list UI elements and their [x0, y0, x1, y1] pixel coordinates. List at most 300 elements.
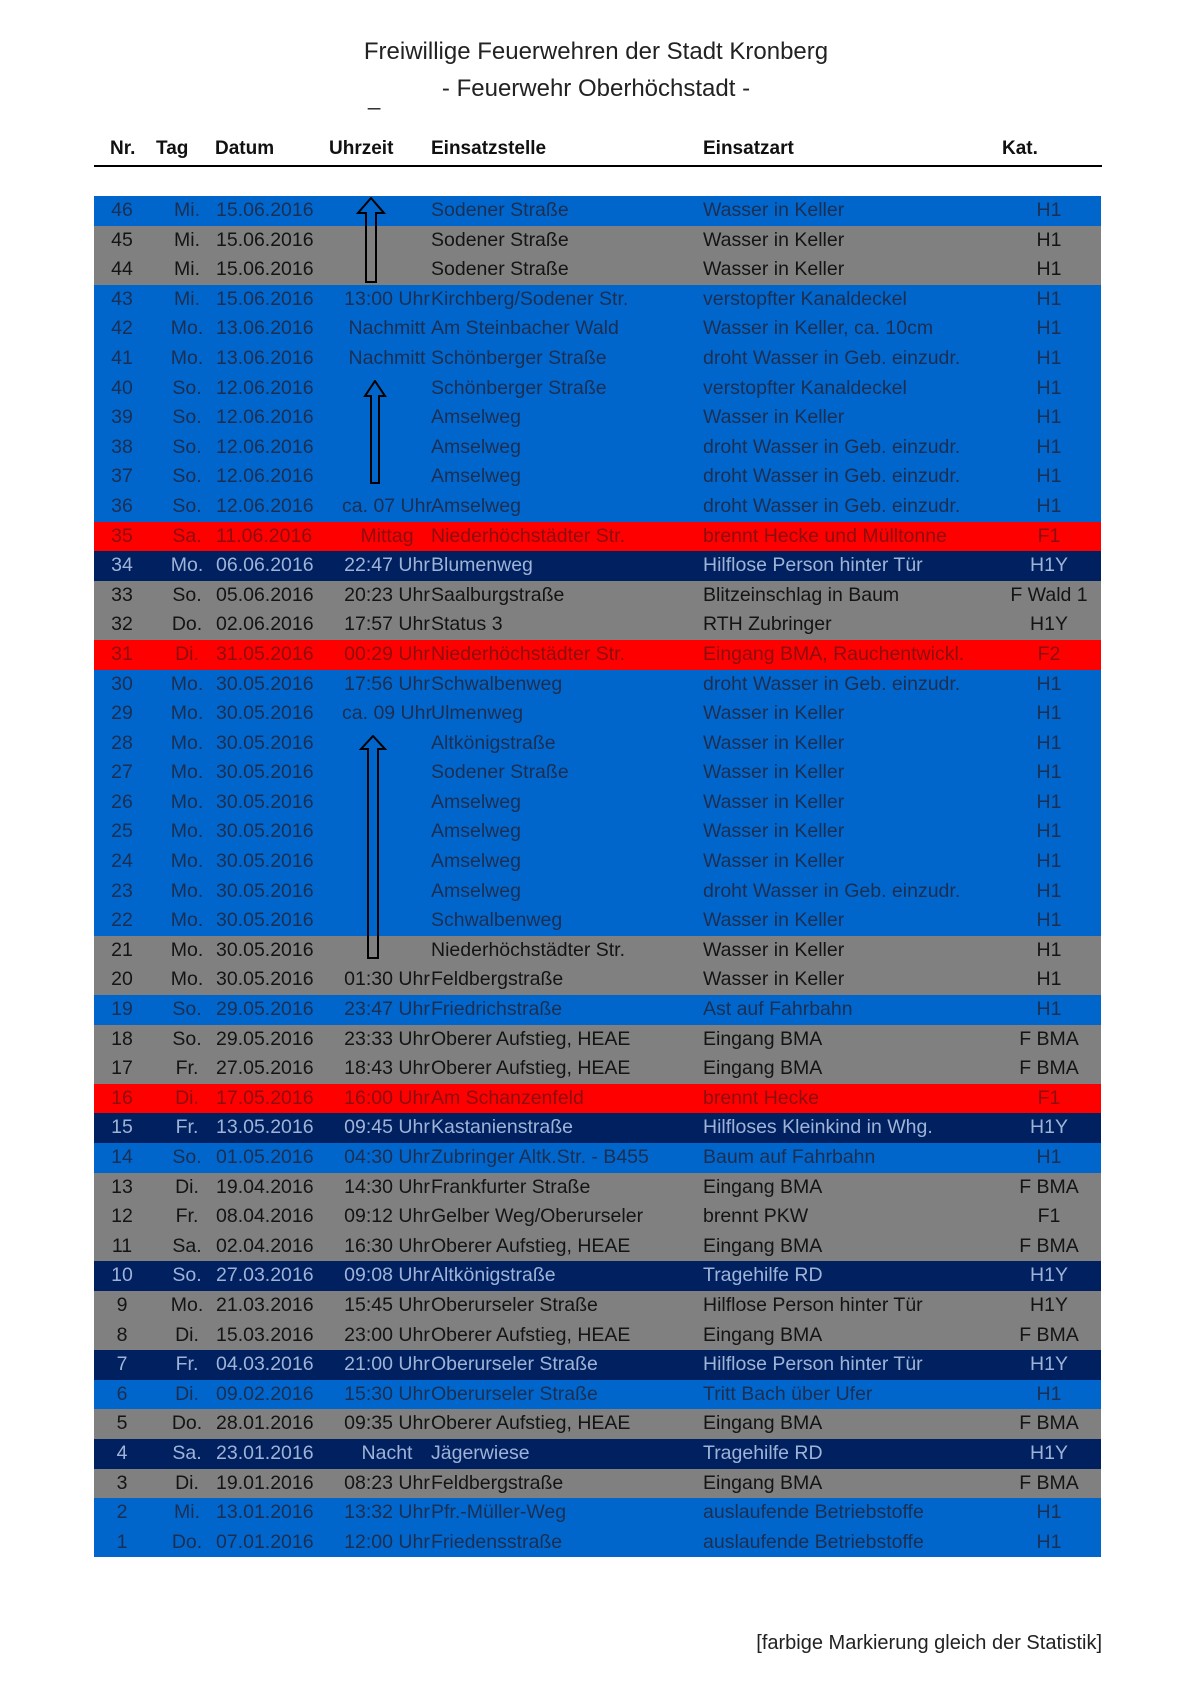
cell-einsatzart: Wasser in Keller	[703, 702, 845, 725]
col-header-einsatzart: Einsatzart	[703, 138, 794, 159]
cell-kat: H1	[1036, 731, 1062, 754]
cell-uhrzeit: 09:45 Uhr	[344, 1116, 430, 1139]
cell-einsatzart: Eingang BMA	[703, 1323, 823, 1346]
cell-einsatzart: Hilflose Person hinter Tür	[703, 1353, 923, 1376]
cell-einsatzstelle: Kirchberg/Sodener Str.	[431, 287, 629, 310]
cell-tag: Fr.	[175, 1353, 199, 1376]
cell-einsatzart: Wasser in Keller	[703, 820, 845, 843]
cell-nr: 35	[111, 524, 133, 547]
cell-tag: Mo.	[170, 820, 204, 843]
table-row	[94, 1291, 1101, 1321]
cell-kat: H1	[1036, 317, 1062, 340]
cell-datum: 29.05.2016	[216, 998, 314, 1021]
cell-datum: 27.03.2016	[216, 1264, 314, 1287]
cell-einsatzstelle: Sodener Straße	[431, 761, 569, 784]
cell-einsatzart: droht Wasser in Geb. einzudr.	[703, 879, 961, 902]
cell-einsatzstelle: Oberer Aufstieg, HEAE	[431, 1027, 631, 1050]
cell-tag: Mo.	[170, 702, 204, 725]
cell-einsatzart: Wasser in Keller	[703, 731, 845, 754]
cell-einsatzart: Hilfloses Kleinkind in Whg.	[703, 1116, 933, 1139]
cell-nr: 31	[111, 642, 133, 665]
cell-kat: F BMA	[1019, 1412, 1079, 1435]
cell-uhrzeit: 09:08 Uhr	[344, 1264, 430, 1287]
cell-datum: 11.06.2016	[216, 524, 313, 547]
table-row	[94, 1054, 1101, 1084]
table-row	[94, 462, 1101, 492]
cell-kat: H1Y	[1030, 1116, 1068, 1139]
cell-einsatzstelle: Oberer Aufstieg, HEAE	[431, 1323, 631, 1346]
col-header-einsatzstelle: Einsatzstelle	[431, 138, 547, 159]
cell-kat: H1	[1036, 1382, 1062, 1405]
table-row	[94, 403, 1101, 433]
cell-tag: So.	[172, 406, 202, 429]
cell-tag: Sa.	[172, 1441, 202, 1464]
cell-kat: F1	[1037, 524, 1061, 547]
cell-uhrzeit: 20:23 Uhr	[344, 583, 430, 606]
cell-nr: 16	[111, 1086, 133, 1109]
cell-uhrzeit: 01:30 Uhr	[344, 968, 430, 991]
cell-uhrzeit: Nachmitt	[348, 317, 426, 340]
cell-datum: 09.02.2016	[216, 1382, 314, 1405]
cell-tag: Di.	[175, 1323, 199, 1346]
cell-einsatzart: Eingang BMA	[703, 1234, 823, 1257]
cell-einsatzstelle: Am Steinbacher Wald	[431, 317, 619, 340]
table-row	[94, 1350, 1101, 1380]
cell-kat: H1	[1036, 850, 1062, 873]
col-header-datum: Datum	[215, 138, 275, 159]
cell-nr: 17	[111, 1057, 133, 1080]
document-subtitle: - Feuerwehr Oberhöchstadt -	[441, 75, 751, 102]
cell-kat: H1	[1036, 702, 1062, 725]
cell-uhrzeit: 14:30 Uhr	[344, 1175, 430, 1198]
cell-uhrzeit: 21:00 Uhr	[344, 1353, 430, 1376]
cell-kat: H1	[1036, 435, 1062, 458]
cell-tag: Mo.	[170, 790, 204, 813]
cell-tag: Di.	[175, 1471, 199, 1494]
cell-einsatzstelle: Amselweg	[431, 465, 521, 488]
cell-kat: F Wald 1	[1010, 583, 1088, 606]
cell-datum: 30.05.2016	[216, 938, 314, 961]
cell-kat: H1	[1036, 376, 1062, 399]
cell-einsatzstelle: Zubringer Altk.Str. - B455	[431, 1146, 649, 1168]
table-row	[94, 1143, 1101, 1173]
cell-einsatzstelle: Amselweg	[431, 879, 521, 902]
cell-tag: Mo.	[170, 346, 204, 369]
cell-einsatzart: droht Wasser in Geb. einzudr.	[703, 494, 961, 517]
cell-einsatzstelle: Schönberger Straße	[431, 376, 607, 399]
cell-einsatzart: brennt Hecke und Mülltonne	[703, 524, 947, 547]
cell-nr: 26	[111, 790, 133, 813]
cell-nr: 29	[111, 702, 133, 725]
cell-datum: 31.05.2016	[216, 642, 314, 665]
table-row	[94, 314, 1101, 344]
cell-datum: 13.05.2016	[216, 1116, 314, 1139]
cell-kat: H1	[1036, 199, 1062, 221]
cell-nr: 3	[116, 1471, 128, 1494]
cell-einsatzstelle: Altkönigstraße	[431, 731, 556, 754]
cell-uhrzeit: 08:23 Uhr	[344, 1471, 430, 1494]
table-row	[94, 285, 1101, 315]
cell-einsatzart: auslaufende Betriebstoffe	[703, 1530, 924, 1553]
table-row	[94, 847, 1101, 877]
cell-einsatzstelle: Feldbergstraße	[431, 968, 564, 991]
cell-uhrzeit: 09:35 Uhr	[344, 1412, 430, 1435]
cell-datum: 01.05.2016	[216, 1146, 314, 1168]
table-row	[94, 1439, 1101, 1469]
cell-einsatzart: Wasser in Keller	[703, 938, 845, 961]
table-row	[94, 1380, 1101, 1410]
cell-einsatzstelle: Gelber Weg/Oberurseler	[431, 1205, 644, 1228]
cell-tag: So.	[172, 1146, 202, 1168]
cell-nr: 45	[111, 228, 133, 251]
cell-kat: H1	[1036, 406, 1062, 429]
cell-uhrzeit: ca. 07 Uhr	[342, 494, 432, 517]
cell-kat: F2	[1037, 642, 1061, 665]
cell-datum: 08.04.2016	[216, 1205, 314, 1228]
cell-einsatzstelle: Amselweg	[431, 850, 521, 873]
cell-tag: Mo.	[170, 968, 204, 991]
cell-einsatzstelle: Amselweg	[431, 820, 521, 843]
cell-nr: 27	[111, 761, 133, 784]
cell-datum: 17.05.2016	[216, 1086, 314, 1109]
cell-tag: Mo.	[170, 672, 204, 695]
cell-kat: H1	[1036, 790, 1062, 813]
table-row	[94, 1528, 1101, 1558]
cell-einsatzart: Tragehilfe RD	[703, 1264, 823, 1287]
table-row	[94, 196, 1101, 226]
cell-einsatzart: Ast auf Fahrbahn	[703, 998, 853, 1021]
table-row	[94, 226, 1101, 256]
cell-nr: 21	[111, 938, 133, 961]
cell-nr: 4	[116, 1441, 128, 1464]
cell-kat: H1Y	[1030, 1353, 1068, 1376]
cell-einsatzart: droht Wasser in Geb. einzudr.	[703, 465, 961, 488]
cell-tag: So.	[172, 583, 202, 606]
cell-kat: H1	[1036, 820, 1062, 843]
cell-tag: So.	[172, 1264, 202, 1287]
cell-einsatzart: Hilflose Person hinter Tür	[703, 554, 923, 577]
cell-nr: 15	[111, 1116, 133, 1139]
cell-nr: 43	[111, 287, 133, 310]
cell-einsatzart: Eingang BMA, Rauchentwickl.	[703, 642, 965, 665]
cell-datum: 04.03.2016	[216, 1353, 314, 1376]
cell-nr: 19	[111, 998, 133, 1021]
cell-einsatzstelle: Oberurseler Straße	[431, 1293, 598, 1316]
cell-einsatzart: Wasser in Keller	[703, 761, 845, 784]
cell-nr: 40	[111, 376, 133, 399]
cell-einsatzart: Wasser in Keller	[703, 909, 845, 932]
col-header-tag: Tag	[156, 138, 189, 159]
cell-nr: 23	[111, 879, 133, 902]
cell-tag: Do.	[171, 1530, 203, 1553]
cell-einsatzstelle: Oberurseler Straße	[431, 1353, 598, 1376]
cell-einsatzstelle: Kastanienstraße	[431, 1116, 573, 1139]
cell-datum: 15.06.2016	[216, 199, 314, 221]
cell-nr: 38	[111, 435, 133, 458]
cell-datum: 02.06.2016	[216, 613, 314, 636]
cell-einsatzart: droht Wasser in Geb. einzudr.	[703, 435, 961, 458]
cell-tag: Mi.	[174, 1501, 200, 1524]
cell-kat: H1Y	[1030, 1441, 1068, 1464]
incident-table	[94, 196, 1101, 1557]
cell-einsatzstelle: Pfr.-Müller-Weg	[431, 1501, 567, 1524]
cell-nr: 20	[111, 968, 133, 991]
cell-nr: 41	[111, 346, 133, 369]
cell-tag: Mi.	[174, 228, 200, 251]
table-row	[94, 699, 1101, 729]
cell-kat: H1	[1036, 287, 1062, 310]
cell-einsatzstelle: Oberer Aufstieg, HEAE	[431, 1234, 631, 1257]
cell-datum: 19.01.2016	[216, 1471, 314, 1494]
cell-kat: F1	[1037, 1205, 1061, 1228]
cell-einsatzstelle: Saalburgstraße	[431, 583, 565, 606]
cell-kat: H1	[1036, 1146, 1062, 1168]
cell-datum: 30.05.2016	[216, 672, 314, 695]
cell-einsatzstelle: Amselweg	[431, 494, 521, 517]
cell-einsatzart: Baum auf Fahrbahn	[703, 1146, 876, 1168]
cell-nr: 6	[116, 1382, 128, 1405]
cell-nr: 9	[116, 1293, 128, 1316]
cell-einsatzart: Eingang BMA	[703, 1175, 823, 1198]
table-row	[94, 492, 1101, 522]
cell-uhrzeit: 09:12 Uhr	[344, 1205, 430, 1228]
cell-einsatzstelle: Niederhöchstädter Str.	[431, 938, 626, 961]
cell-uhrzeit: 22:47 Uhr	[344, 554, 430, 577]
up-arrow-icon	[356, 197, 386, 283]
cell-tag: Do.	[171, 1412, 203, 1435]
cell-kat: H1	[1036, 938, 1062, 961]
cell-tag: Mo.	[170, 731, 204, 754]
cell-tag: So.	[172, 494, 202, 517]
cell-tag: So.	[172, 435, 202, 458]
cell-nr: 32	[111, 613, 133, 636]
cell-datum: 30.05.2016	[216, 702, 314, 725]
cell-einsatzart: brennt Hecke	[703, 1086, 819, 1109]
cell-uhrzeit: 17:56 Uhr	[344, 672, 430, 695]
table-row	[94, 1498, 1101, 1528]
cell-kat: H1	[1036, 258, 1062, 281]
cell-uhrzeit: 15:45 Uhr	[344, 1293, 430, 1316]
cell-einsatzart: Wasser in Keller	[703, 790, 845, 813]
cell-kat: H1	[1036, 968, 1062, 991]
col-header-kat: Kat.	[1002, 138, 1038, 159]
cell-einsatzart: Wasser in Keller	[703, 850, 845, 873]
cell-einsatzstelle: Blumenweg	[431, 554, 533, 577]
cell-tag: Do.	[171, 613, 203, 636]
cell-datum: 23.01.2016	[216, 1441, 314, 1464]
cell-datum: 12.06.2016	[216, 406, 314, 429]
cell-kat: H1	[1036, 761, 1062, 784]
table-row	[94, 936, 1101, 966]
up-arrow-icon	[358, 735, 388, 959]
header-rule	[94, 165, 1102, 167]
document-title: Freiwillige Feuerwehren der Stadt Kronberg	[363, 38, 829, 65]
cell-tag: Di.	[175, 1382, 199, 1405]
cell-einsatzart: Wasser in Keller	[703, 199, 845, 221]
cell-nr: 7	[116, 1353, 128, 1376]
cell-nr: 5	[116, 1412, 128, 1435]
table-row	[94, 374, 1101, 404]
table-row	[94, 1409, 1101, 1439]
cell-kat: H1	[1036, 228, 1062, 251]
cell-tag: Di.	[175, 642, 199, 665]
cell-nr: 13	[111, 1175, 133, 1198]
cell-datum: 29.05.2016	[216, 1027, 314, 1050]
cell-nr: 25	[111, 820, 133, 843]
cell-uhrzeit: Nacht	[361, 1441, 413, 1464]
cell-nr: 36	[111, 494, 133, 517]
cell-tag: So.	[172, 1027, 202, 1050]
cell-einsatzart: Tragehilfe RD	[703, 1441, 823, 1464]
cell-datum: 15.06.2016	[216, 228, 314, 251]
cell-datum: 30.05.2016	[216, 968, 314, 991]
cell-tag: Mi.	[174, 199, 200, 221]
cell-datum: 15.06.2016	[216, 287, 314, 310]
cell-einsatzstelle: Schwalbenweg	[431, 672, 563, 695]
cell-kat: H1Y	[1030, 1293, 1068, 1316]
cell-tag: Fr.	[175, 1205, 199, 1228]
cell-uhrzeit: 04:30 Uhr	[344, 1146, 430, 1168]
cell-tag: Fr.	[175, 1057, 199, 1080]
cell-einsatzart: Eingang BMA	[703, 1471, 823, 1494]
cell-einsatzstelle: Sodener Straße	[431, 258, 569, 281]
cell-kat: F BMA	[1019, 1323, 1079, 1346]
cell-nr: 28	[111, 731, 133, 754]
table-row	[94, 1469, 1101, 1499]
table-row	[94, 610, 1101, 640]
cell-kat: H1	[1036, 672, 1062, 695]
cell-kat: F BMA	[1019, 1234, 1079, 1257]
cell-tag: Mo.	[170, 938, 204, 961]
cell-datum: 19.04.2016	[216, 1175, 314, 1198]
cell-uhrzeit: 17:57 Uhr	[344, 613, 430, 636]
col-header-nr: Nr.	[110, 138, 136, 159]
cell-einsatzstelle: Frankfurter Straße	[431, 1175, 591, 1198]
cell-einsatzstelle: Schönberger Straße	[431, 346, 607, 369]
cell-kat: H1	[1036, 998, 1062, 1021]
cell-uhrzeit: 16:00 Uhr	[344, 1086, 430, 1109]
cell-einsatzstelle: Amselweg	[431, 406, 521, 429]
cell-uhrzeit: 13:32 Uhr	[344, 1501, 430, 1524]
cell-tag: Mi.	[174, 258, 200, 281]
cell-einsatzstelle: Oberer Aufstieg, HEAE	[431, 1057, 631, 1080]
cell-datum: 30.05.2016	[216, 909, 314, 932]
cell-uhrzeit: Mittag	[360, 524, 414, 547]
cell-einsatzart: droht Wasser in Geb. einzudr.	[703, 672, 961, 695]
cell-datum: 13.06.2016	[216, 346, 314, 369]
cell-datum: 30.05.2016	[216, 731, 314, 754]
cell-einsatzstelle: Status 3	[431, 613, 503, 636]
table-row	[94, 906, 1101, 936]
cell-einsatzstelle: Friedensstraße	[431, 1530, 563, 1553]
cell-einsatzart: verstopfter Kanaldeckel	[703, 287, 907, 310]
table-row	[94, 817, 1101, 847]
table-row	[94, 788, 1101, 818]
cell-einsatzstelle: Friedrichstraße	[431, 998, 563, 1021]
cell-nr: 44	[111, 258, 133, 281]
cell-nr: 2	[116, 1501, 128, 1524]
cell-kat: H1	[1036, 909, 1062, 932]
cell-nr: 8	[116, 1323, 128, 1346]
cell-uhrzeit: 23:47 Uhr	[344, 998, 430, 1021]
cell-tag: Mi.	[174, 287, 200, 310]
cell-einsatzstelle: Schwalbenweg	[431, 909, 563, 932]
cell-einsatzstelle: Sodener Straße	[431, 228, 569, 251]
table-row	[94, 1261, 1101, 1291]
cell-einsatzart: brennt PKW	[703, 1205, 809, 1228]
table-row	[94, 995, 1101, 1025]
cell-einsatzstelle: Sodener Straße	[431, 199, 569, 221]
cell-tag: Sa.	[172, 524, 202, 547]
cell-einsatzart: Wasser in Keller	[703, 968, 845, 991]
cell-datum: 13.01.2016	[216, 1501, 314, 1524]
table-row	[94, 1232, 1101, 1262]
cell-datum: 15.06.2016	[216, 258, 314, 281]
cell-nr: 24	[111, 850, 133, 873]
cell-einsatzart: Eingang BMA	[703, 1027, 823, 1050]
col-header-uhrzeit: Uhrzeit	[329, 138, 394, 159]
cell-tag: So.	[172, 998, 202, 1021]
cell-kat: F BMA	[1019, 1057, 1079, 1080]
cell-einsatzart: Wasser in Keller	[703, 258, 845, 281]
cell-tag: So.	[172, 465, 202, 488]
table-row	[94, 1084, 1101, 1114]
cell-tag: Mo.	[170, 761, 204, 784]
cell-kat: H1Y	[1030, 613, 1068, 636]
cell-tag: Mo.	[170, 850, 204, 873]
cell-uhrzeit: 23:00 Uhr	[344, 1323, 430, 1346]
cell-nr: 39	[111, 406, 133, 429]
cell-tag: Di.	[175, 1086, 199, 1109]
cell-einsatzart: Wasser in Keller	[703, 228, 845, 251]
cell-uhrzeit: 18:43 Uhr	[344, 1057, 430, 1080]
cell-einsatzart: verstopfter Kanaldeckel	[703, 376, 907, 399]
cell-tag: Mo.	[170, 1293, 204, 1316]
cell-einsatzart: Tritt Bach über Ufer	[703, 1382, 873, 1405]
cell-nr: 33	[111, 583, 133, 606]
cell-einsatzart: auslaufende Betriebstoffe	[703, 1501, 924, 1524]
cell-einsatzstelle: Jägerwiese	[431, 1441, 530, 1464]
cell-datum: 12.06.2016	[216, 435, 314, 458]
cell-einsatzstelle: Niederhöchstädter Str.	[431, 524, 626, 547]
cell-nr: 34	[111, 554, 133, 577]
cell-einsatzart: Hilflose Person hinter Tür	[703, 1293, 923, 1316]
cell-nr: 22	[111, 909, 133, 932]
cell-datum: 30.05.2016	[216, 790, 314, 813]
table-row	[94, 640, 1101, 670]
cell-nr: 10	[111, 1264, 133, 1287]
table-row	[94, 255, 1101, 285]
table-row	[94, 1202, 1101, 1232]
table-row	[94, 1025, 1101, 1055]
cell-datum: 21.03.2016	[216, 1293, 314, 1316]
cell-einsatzart: RTH Zubringer	[703, 613, 832, 636]
cell-einsatzart: Eingang BMA	[703, 1412, 823, 1435]
cell-tag: Di.	[175, 1175, 199, 1198]
cell-kat: F1	[1037, 1086, 1061, 1109]
cell-tag: Mo.	[170, 909, 204, 932]
table-row	[94, 433, 1101, 463]
cell-tag: Fr.	[175, 1116, 199, 1139]
cell-datum: 07.01.2016	[216, 1530, 314, 1553]
cell-datum: 27.05.2016	[216, 1057, 314, 1080]
cell-einsatzstelle: Altkönigstraße	[431, 1264, 556, 1287]
cell-kat: H1	[1036, 465, 1062, 488]
cell-nr: 30	[111, 672, 133, 695]
cell-nr: 18	[111, 1027, 133, 1050]
cell-uhrzeit: 15:30 Uhr	[344, 1382, 430, 1405]
cell-kat: H1Y	[1030, 1264, 1068, 1287]
